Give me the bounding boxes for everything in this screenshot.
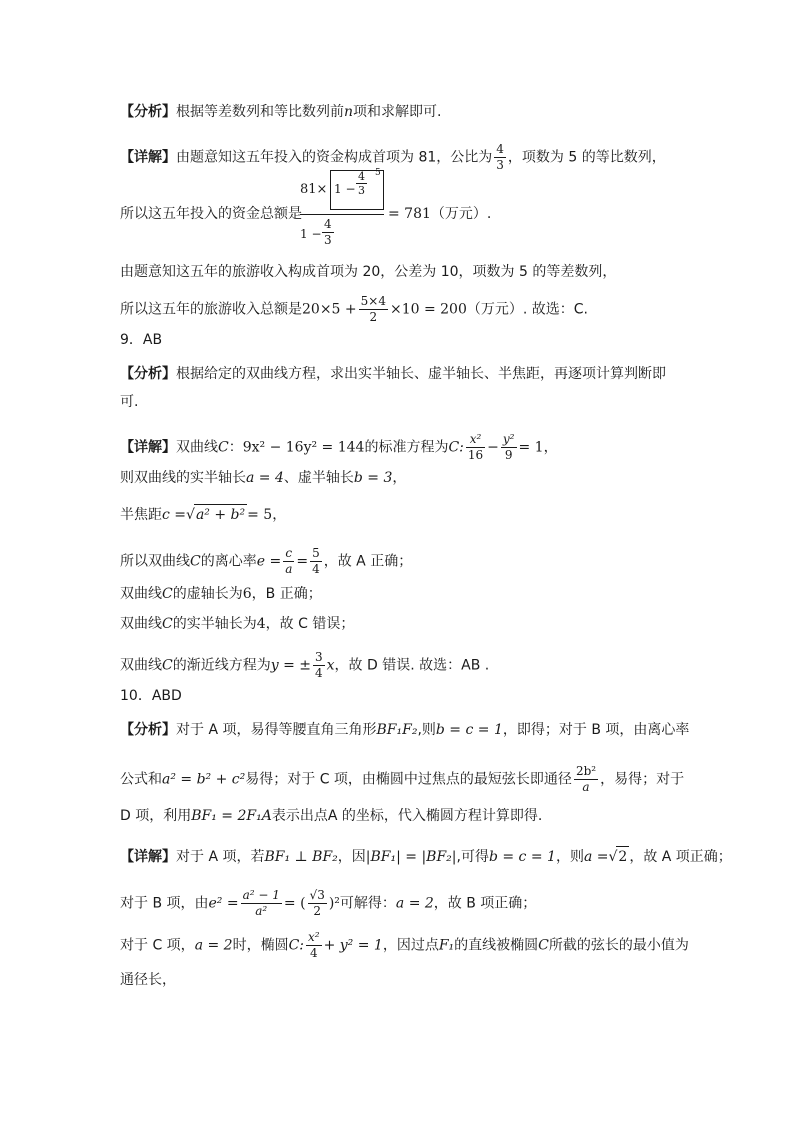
unit: （万元）.: [430, 206, 492, 222]
analysis-10-line-3: D 项，利用BF₁ = 2F₁A表示出点A 的坐标，代入椭圆方程计算即得.: [120, 808, 543, 824]
detail-tag: 【详解】: [120, 439, 176, 456]
fraction: $\frac{\text{x²}}{4}$: [308, 930, 320, 960]
den-fraction: 4 3: [324, 217, 332, 247]
text: 由题意知这五年的旅游收入构成首项为 20，公差为 10，项数为 5 的等差数列，: [120, 264, 617, 280]
investment-sum-fraction: [300, 168, 384, 253]
detail-tag: 【详解】: [120, 849, 176, 865]
detail-10-line-3: 对于 C 项，a = 2时，椭圆C: $\frac{\text{x²}}{4}$ + y² = 1，因过点F₁的直线被椭圆C所截的弦长的最小值为: [120, 930, 689, 960]
text: 由题意知这五年投入的资金构成首项为 81，公比为: [176, 149, 493, 166]
analysis-10-line-2: 公式和a² = b² + c²易得；对于 C 项，由椭圆中过焦点的最短弦长即通径 $\frac{\text{2b²}}{a}$ ，易得；对于: [120, 764, 685, 794]
exponent: 5: [375, 168, 381, 178]
fraction: $\frac{3}{4}$: [315, 650, 323, 680]
inner-text: 1 −: [334, 182, 356, 196]
fraction-bar: [300, 214, 384, 215]
numerator-coef: 81×: [300, 182, 328, 197]
fraction-denominator: [300, 217, 384, 253]
question-10-answer: 10．ABD: [120, 688, 182, 704]
analysis-tag: 【分析】: [120, 104, 176, 120]
detail-10-line-4: 通径长，: [120, 972, 176, 988]
fraction: $\frac{c}{a}$: [285, 546, 293, 576]
text: 根据等差数列和等比数列前: [176, 104, 344, 120]
text: 所以这五年投入的资金总额是: [120, 206, 302, 222]
text: ，项数为 5 的等比数列，: [507, 149, 666, 166]
investment-result: = 781（万元）.: [388, 206, 492, 222]
analysis-9: 【分析】根据给定的双曲线方程，求出实半轴长、虚半轴长、半焦距，再逐项计算判断即: [120, 366, 666, 382]
detail-9-line-6: 双曲线C的实半轴长为4，故 C 错误；: [120, 616, 355, 632]
radicand: a² + b²: [194, 504, 247, 525]
detail-9-line-1: 【详解】双曲线C：9x² − 16y² = 144的标准方程为C: $\frac{\text{x²}}{16}$ − $\frac{\text{y²}}{9}$ = 1，: [120, 432, 558, 462]
fraction: $\frac{\text{a² − 1}}{\text{a²}}$: [242, 888, 280, 918]
analysis-10-line-1: 【分析】对于 A 项，易得等腰直角三角形BF₁F₂,则b = c = 1，即得；对于 B 项，由离心率: [120, 722, 690, 738]
fraction: [494, 142, 506, 173]
sqrt-sign: √: [608, 849, 618, 865]
detail-line-1: [120, 142, 666, 173]
fraction: $\frac{√3}{2}$: [309, 888, 325, 918]
inner-fraction: 4 3: [358, 170, 365, 197]
detail-10-line-1: 【详解】对于 A 项，若BF₁ ⊥ BF₂，因|BF₁| = |BF₂|,可得b = c = 1，则a =√2 ，故 A 项正确；: [120, 846, 732, 867]
text: （万元）. 故选：C.: [466, 301, 589, 318]
sqrt-sign: √: [186, 507, 195, 523]
fraction: $\frac{\text{y²}}{9}$: [502, 432, 515, 462]
analysis-line-1: [120, 102, 441, 122]
text: 所以这五年的旅游收入总额是: [120, 301, 302, 318]
fraction: $\frac{\text{2b²}}{a}$: [575, 764, 597, 794]
text: 项和求解即可.: [353, 104, 442, 120]
tourism-total-line: 所以这五年的旅游收入总额是20×5 + $\frac{5\times 4}{2}$ ×10 = 200（万元）. 故选：C.: [120, 294, 589, 324]
analysis-tag: 【分析】: [120, 366, 176, 382]
analysis-tag: 【分析】: [120, 722, 176, 738]
detail-10-line-2: 对于 B 项，由e² = $\frac{\text{a² − 1}}{\text{a²}}$ = ( $\frac{√3}{2}$ )²可解得：a = 2，故 B 项正确；: [120, 888, 537, 918]
denominator: 3: [496, 158, 504, 172]
detail-9-line-3: 半焦距c =√a² + b² = 5，: [120, 504, 286, 525]
detail-tag: 【详解】: [120, 149, 176, 166]
investment-total-line: [120, 204, 302, 224]
math-n: n: [344, 104, 354, 120]
den-text: 1 −: [300, 227, 322, 241]
numerator: 4: [496, 142, 504, 156]
question-9-answer: 9．AB: [120, 332, 163, 348]
detail-9-line-4: 所以双曲线C的离心率e = $\frac{c}{a}$ = $\frac{5}{4}$ ，故 A 正确；: [120, 546, 413, 576]
fraction-numerator: [300, 168, 384, 212]
detail-9-line-5: 双曲线C的虚轴长为6，B 正确；: [120, 586, 322, 602]
tourism-line: [120, 262, 616, 282]
detail-9-line-7: 双曲线C的渐近线方程为y = ± $\frac{3}{4}$ x，故 D 错误. 故选：AB .: [120, 650, 490, 680]
analysis-9-cont: 可.: [120, 394, 139, 410]
fraction: $\frac{\text{x²}}{16}$: [467, 432, 484, 462]
detail-9-line-2: 则双曲线的实半轴长a = 4、虚半轴长b = 3，: [120, 470, 407, 486]
fraction: $\frac{5\times 4}{2}$: [360, 294, 386, 324]
fraction: $\frac{5}{4}$: [312, 546, 320, 576]
